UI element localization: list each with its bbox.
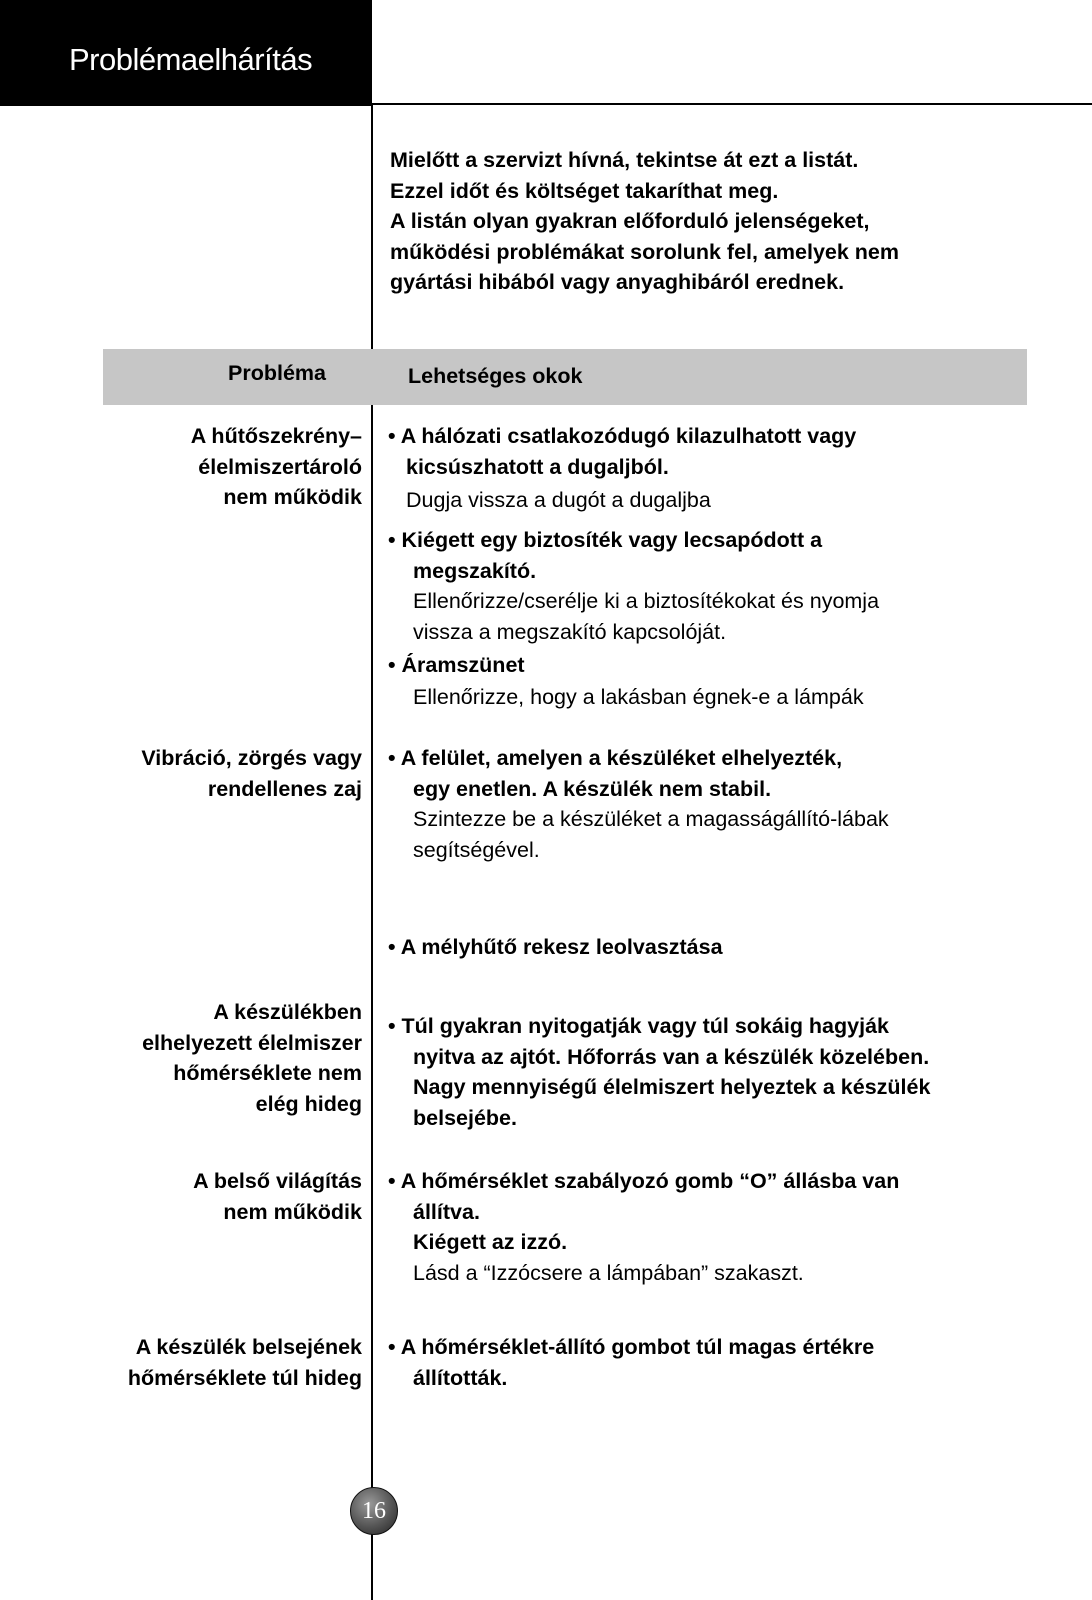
intro-line: Mielőtt a szervizt hívná, tekintse át ezt a listát. [390,148,859,172]
cause-title-line: állították. [413,1365,508,1390]
cause-defrost [388,932,1078,963]
cause-remedy-line: vissza a megszakító kapcsolóját. [413,619,727,644]
cause-door-open [388,1011,1078,1133]
intro-text [390,145,1070,298]
cause-title-line: • A mélyhűtő rekesz leolvasztása [388,935,723,959]
column-header-problem: Probléma [228,361,326,385]
intro-line: működési problémákat sorolunk fel, amelyek nem [390,239,900,264]
cause-remedy-line: segítségével. [413,837,540,862]
cause-title-line: állítva. [413,1199,480,1224]
problem-not-working [191,421,362,513]
problem-too-cold [128,1332,362,1393]
column-header-causes: Lehetséges okok [408,364,583,388]
cause-title-line: nyitva az ajtót. Hőforrás van a készülék közelében. [413,1044,930,1069]
cause-title-line: Kiégett az izzó. [413,1230,568,1254]
page-title: Problémaelhárítás [69,42,313,77]
problem-line: rendellenes zaj [207,776,362,801]
problem-not-cold-enough [142,997,362,1119]
problem-line: hőmérséklete nem [173,1061,362,1085]
cause-remedy-line: Ellenőrizze, hogy a lakásban égnek-e a lámpák [413,684,864,709]
problem-line: élelmiszertároló [198,454,362,479]
header-rule [372,103,1092,105]
cause-title-line: • A hálózati csatlakozódugó kilazulhatott vagy [388,424,857,448]
cause-title-line: • A hőmérséklet szabályozó gomb “O” állásba van [388,1169,900,1193]
problem-line: hőmérséklete túl hideg [127,1365,362,1390]
column-divider [371,104,373,1600]
cause-title-line: belsejébe. [413,1105,517,1130]
problem-light-not-working [193,1166,362,1227]
cause-title-line: egy enetlen. A készülék nem stabil. [413,776,772,801]
cause-remedy-line: Lásd a “Izzócsere a lámpában” szakaszt. [413,1260,804,1285]
cause-remedy-line: Ellenőrizze/cserélje ki a biztosítékokat és nyomja [413,589,880,613]
cause-fuse [388,525,1078,647]
problem-line: A készülék belsejének [135,1335,362,1359]
cause-title-line: kicsúszhatott a dugaljból. [406,454,669,479]
intro-line: Ezzel időt és költséget takaríthat meg. [390,178,779,203]
cause-remedy-line: Dugja vissza a dugót a dugaljba [406,488,711,512]
cause-uneven-surface [388,743,1078,865]
cause-title-line: • Kiégett egy biztosíték vagy lecsapódott a [388,528,823,552]
problem-line: elhelyezett élelmiszer [142,1030,362,1055]
cause-title-line: • Túl gyakran nyitogatják vagy túl sokáig hagyják [388,1014,889,1038]
problem-line: Vibráció, zörgés vagy [141,746,362,770]
problem-line: elég hideg [255,1091,362,1116]
cause-title-line: • A hőmérséklet-állító gombot túl magas értékre [388,1335,875,1359]
intro-line: A listán olyan gyakran előforduló jelenségeket, [390,209,870,233]
page-number-badge: 16 [350,1487,398,1535]
cause-title-line: • Áramszünet [388,653,525,677]
problem-line: nem működik [223,485,362,509]
problem-line: A hűtőszekrény– [190,424,362,448]
cause-thermostat-high [388,1332,1078,1393]
intro-line: gyártási hibából vagy anyaghibáról erednek. [390,270,845,294]
problem-vibration [141,743,362,804]
cause-power-outage [388,650,1078,712]
cause-title-line: megszakító. [413,558,537,583]
problem-line: A belső világítás [193,1169,362,1193]
cause-title-line: Nagy mennyiségű élelmiszert helyeztek a készülék [413,1075,931,1099]
cause-bulb [388,1166,1078,1288]
cause-plug [388,421,1078,516]
cause-remedy-line: Szintezze be a készüléket a magasságállító-lábak [413,807,889,831]
problem-line: nem működik [223,1199,362,1224]
cause-title-line: • A felület, amelyen a készüléket elhelyezték, [388,746,843,770]
problem-line: A készülékben [213,1000,362,1024]
